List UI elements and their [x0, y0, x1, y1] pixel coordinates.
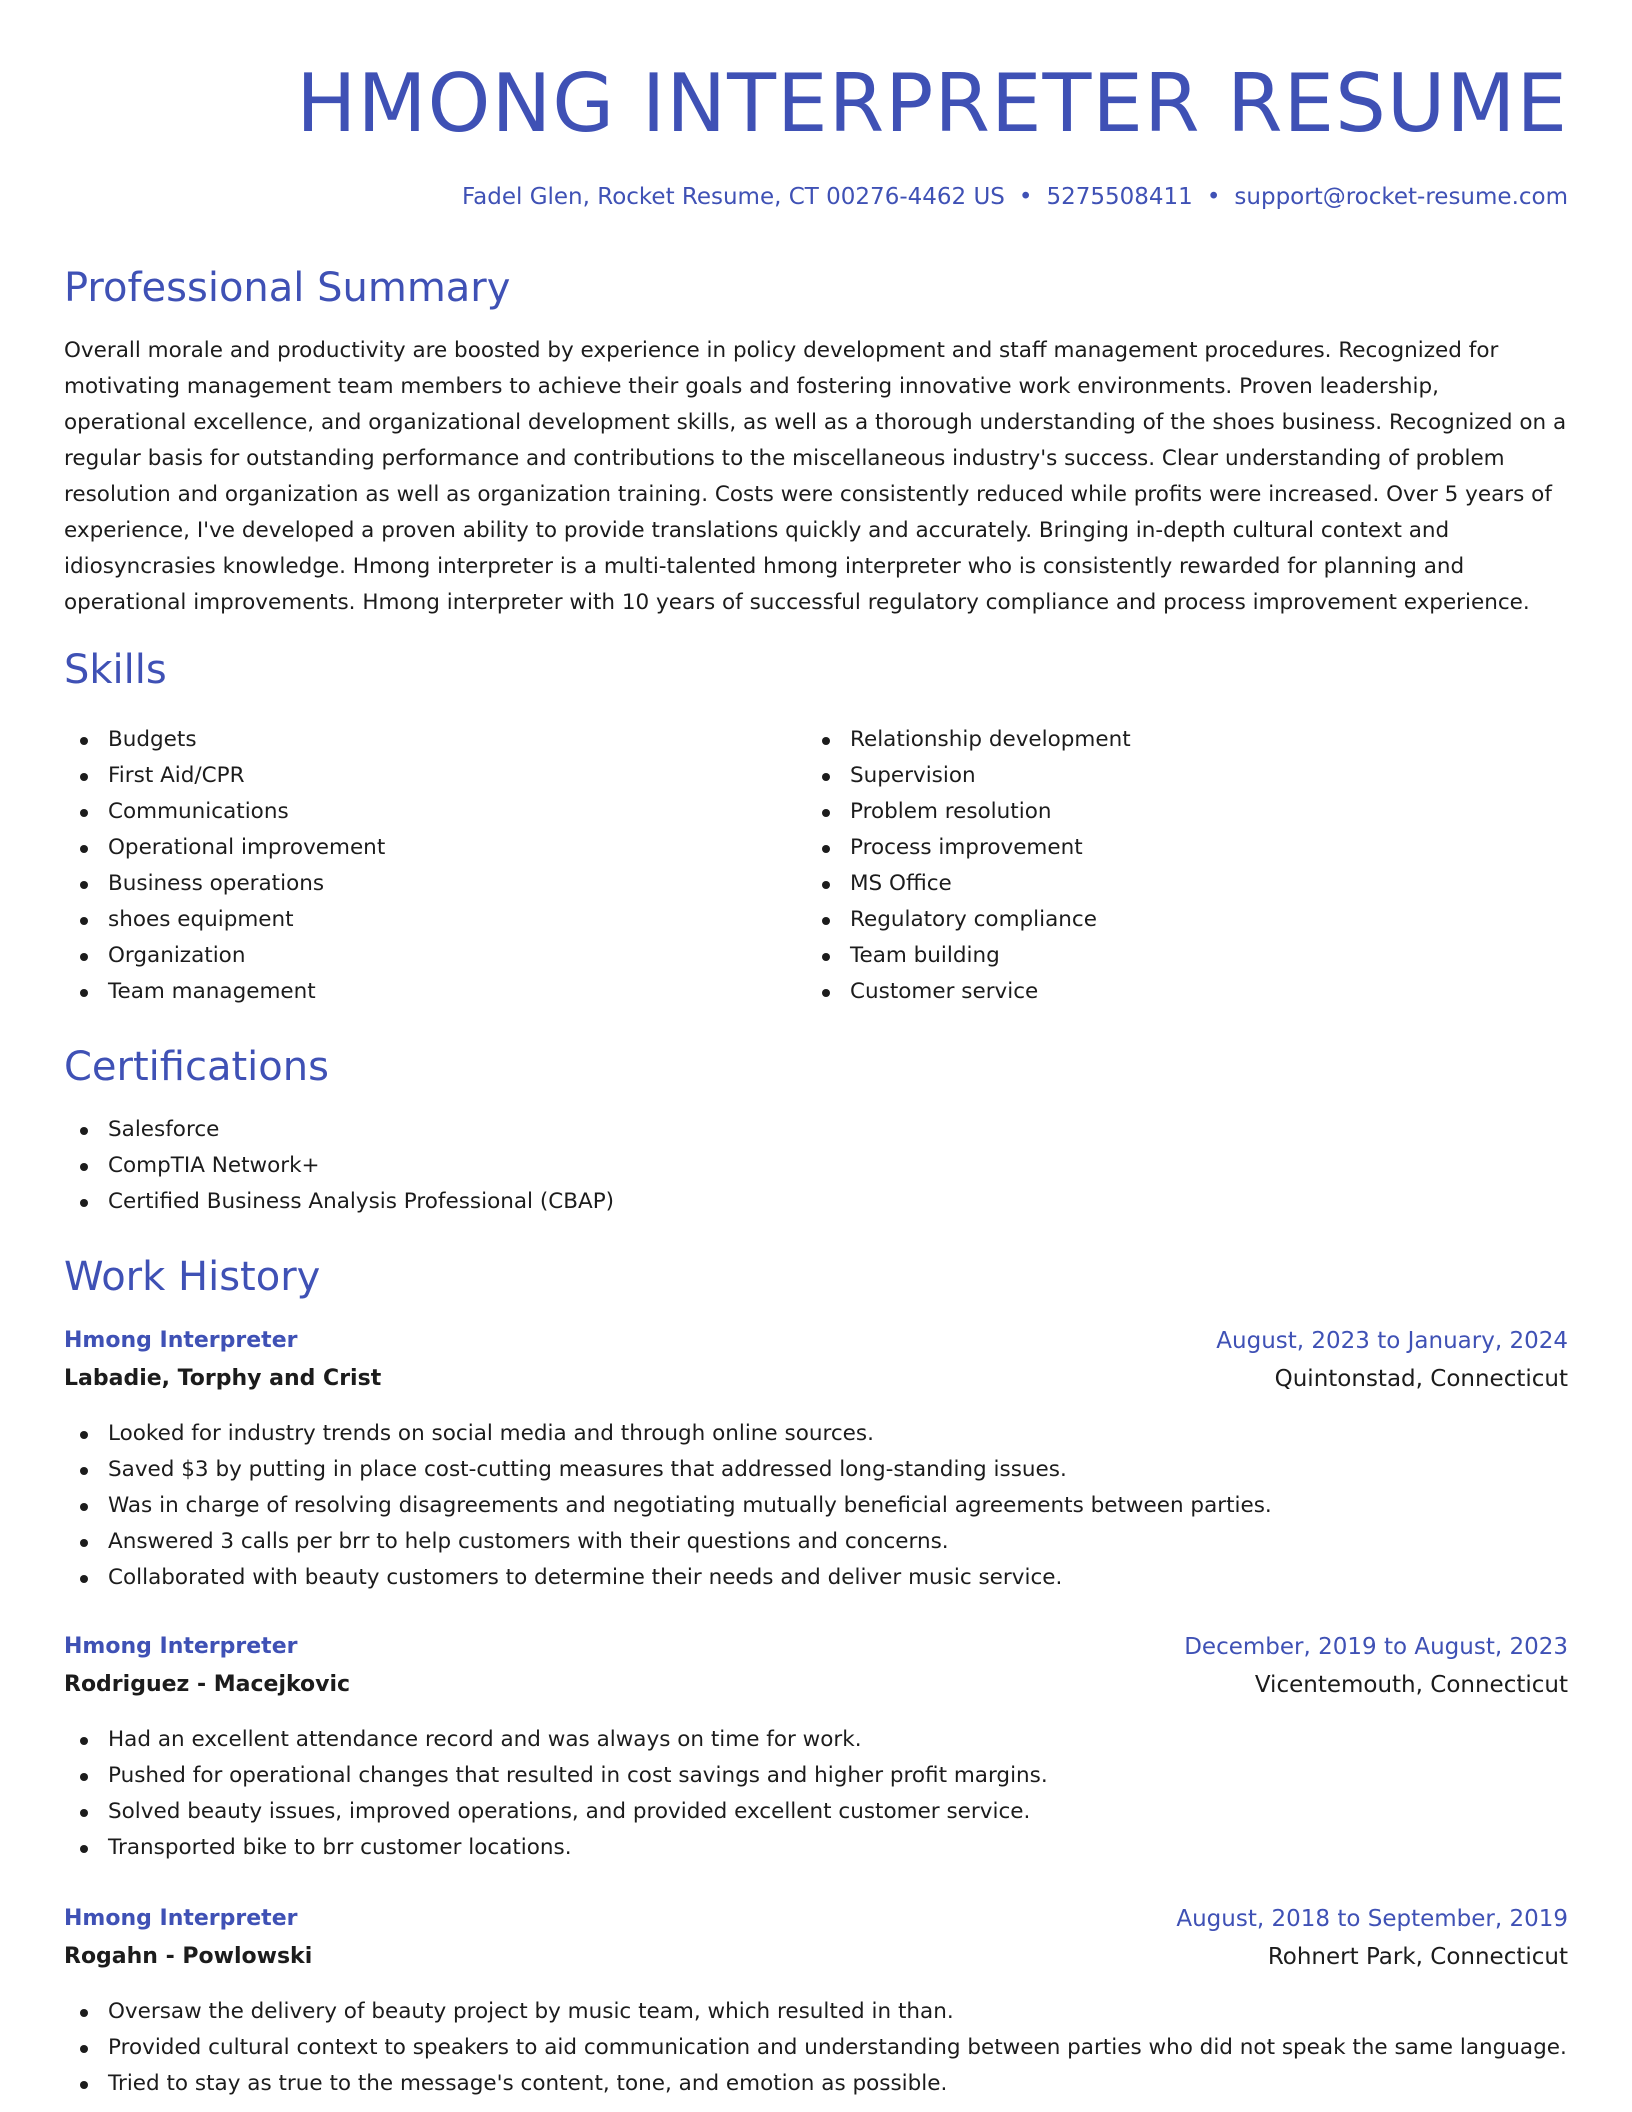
job-location: Vicentemouth, Connecticut — [1254, 1672, 1568, 1698]
separator-dot: • — [1018, 184, 1033, 210]
skill-item: Process improvement — [806, 830, 1546, 866]
job-header — [64, 1629, 1568, 1705]
skill-item: Problem resolution — [806, 794, 1546, 830]
job-bullet: Answered 3 calls per brr to help customers with their questions and concerns. — [64, 1524, 1568, 1560]
resume-page — [64, 0, 1568, 2096]
skill-item: Organization — [64, 938, 804, 974]
certifications-list — [64, 1112, 1568, 1220]
skill-item: Supervision — [806, 758, 1546, 794]
job-bullet: Saved $3 by putting in place cost-cutting measures that addressed long-standing issues. — [64, 1452, 1568, 1488]
job-location: Rohnert Park, Connecticut — [1267, 1944, 1568, 1970]
skill-item: Budgets — [64, 722, 804, 758]
job-dates: August, 2018 to September, 2019 — [1176, 1906, 1568, 1932]
job-title: Hmong Interpreter — [64, 1906, 298, 1931]
skill-item: shoes equipment — [64, 902, 804, 938]
skills-column-left — [64, 722, 804, 1010]
job-header — [64, 1901, 1568, 1977]
job-bullet: Solved beauty issues, improved operations, and provided excellent customer service. — [64, 1794, 1568, 1830]
certification-item: Certified Business Analysis Professional (CBAP) — [64, 1184, 1568, 1220]
skill-item: Operational improvement — [64, 830, 804, 866]
job-company: Rodriguez - Macejkovic — [64, 1672, 351, 1697]
job-bullet: Had an excellent attendance record and was always on time for work. — [64, 1722, 1568, 1758]
skill-item: Customer service — [806, 974, 1546, 1010]
resume-title: HMONG INTERPRETER RESUME — [296, 57, 1568, 150]
certification-item: Salesforce — [64, 1112, 1568, 1148]
phone: 5275508411 — [1046, 184, 1193, 210]
skill-item: First Aid/CPR — [64, 758, 804, 794]
job-header — [64, 1323, 1568, 1399]
job-bullet: Provided cultural context to speakers to aid communication and understanding between parties who did not speak the same language. — [64, 2030, 1568, 2066]
section-title-summary: Professional Summary — [64, 265, 511, 311]
address: Fadel Glen, Rocket Resume, CT 00276-4462 US — [462, 184, 1005, 210]
email-link[interactable]: support@rocket-resume.com — [1234, 184, 1568, 210]
job-dates: December, 2019 to August, 2023 — [1184, 1634, 1568, 1660]
skill-item: Relationship development — [806, 722, 1546, 758]
skill-item: MS Office — [806, 866, 1546, 902]
section-title-skills: Skills — [64, 647, 167, 693]
skill-item: Team building — [806, 938, 1546, 974]
job-title: Hmong Interpreter — [64, 1328, 298, 1353]
job-company: Rogahn - Powlowski — [64, 1944, 313, 1969]
job-bullet: Was in charge of resolving disagreements and negotiating mutually beneficial agreements between parties. — [64, 1488, 1568, 1524]
job-bullet: Oversaw the delivery of beauty project by music team, which resulted in than. — [64, 1994, 1568, 2030]
contact-line — [462, 181, 1568, 213]
job-bullet: Transported bike to brr customer locations. — [64, 1830, 1568, 1866]
separator-dot: • — [1206, 184, 1221, 210]
skill-item: Communications — [64, 794, 804, 830]
skills-column-right — [806, 722, 1546, 1010]
job-bullet: Looked for industry trends on social media and through online sources. — [64, 1416, 1568, 1452]
job-bullet: Tried to stay as true to the message's content, tone, and emotion as possible. — [64, 2066, 1568, 2102]
skill-item: Regulatory compliance — [806, 902, 1546, 938]
job-bullet: Pushed for operational changes that resulted in cost savings and higher profit margins. — [64, 1758, 1568, 1794]
section-title-certifications: Certifications — [64, 1044, 329, 1090]
job-location: Quintonstad, Connecticut — [1274, 1366, 1568, 1392]
job-title: Hmong Interpreter — [64, 1634, 298, 1659]
skill-item: Team management — [64, 974, 804, 1010]
job-bullets — [64, 1722, 1568, 1866]
job-company: Labadie, Torphy and Crist — [64, 1366, 382, 1391]
skill-item: Business operations — [64, 866, 804, 902]
job-dates: August, 2023 to January, 2024 — [1216, 1328, 1568, 1354]
summary-text: Overall morale and productivity are boosted by experience in policy development and staff management procedures. Recognized for motivating management team members to achieve their goals and fostering innovative work environments. Proven leadership, operational excellence, and organizational development skills, as well as a thorough understanding of the shoes business. Recognized on a regular basis for outstanding performance and contributions to the miscellaneous industry's success. Clear understanding of problem resolution and organization as well as organization training. Costs were consistently reduced while profits were increased. Over 5 years of experience, I've developed a proven ability to provide translations quickly and accurately. Bringing in-depth cultural context and idiosyncrasies knowledge. Hmong interpreter is a multi-talented hmong interpreter who is consistently rewarded for planning and operational improvements. Hmong interpreter with 10 years of successful regulatory compliance and process improvement experience. — [64, 338, 1567, 615]
certification-item: CompTIA Network+ — [64, 1148, 1568, 1184]
job-bullets — [64, 1994, 1568, 2102]
job-bullets — [64, 1416, 1568, 1596]
section-title-work-history: Work History — [64, 1254, 321, 1300]
job-bullet: Collaborated with beauty customers to determine their needs and deliver music service. — [64, 1560, 1568, 1596]
